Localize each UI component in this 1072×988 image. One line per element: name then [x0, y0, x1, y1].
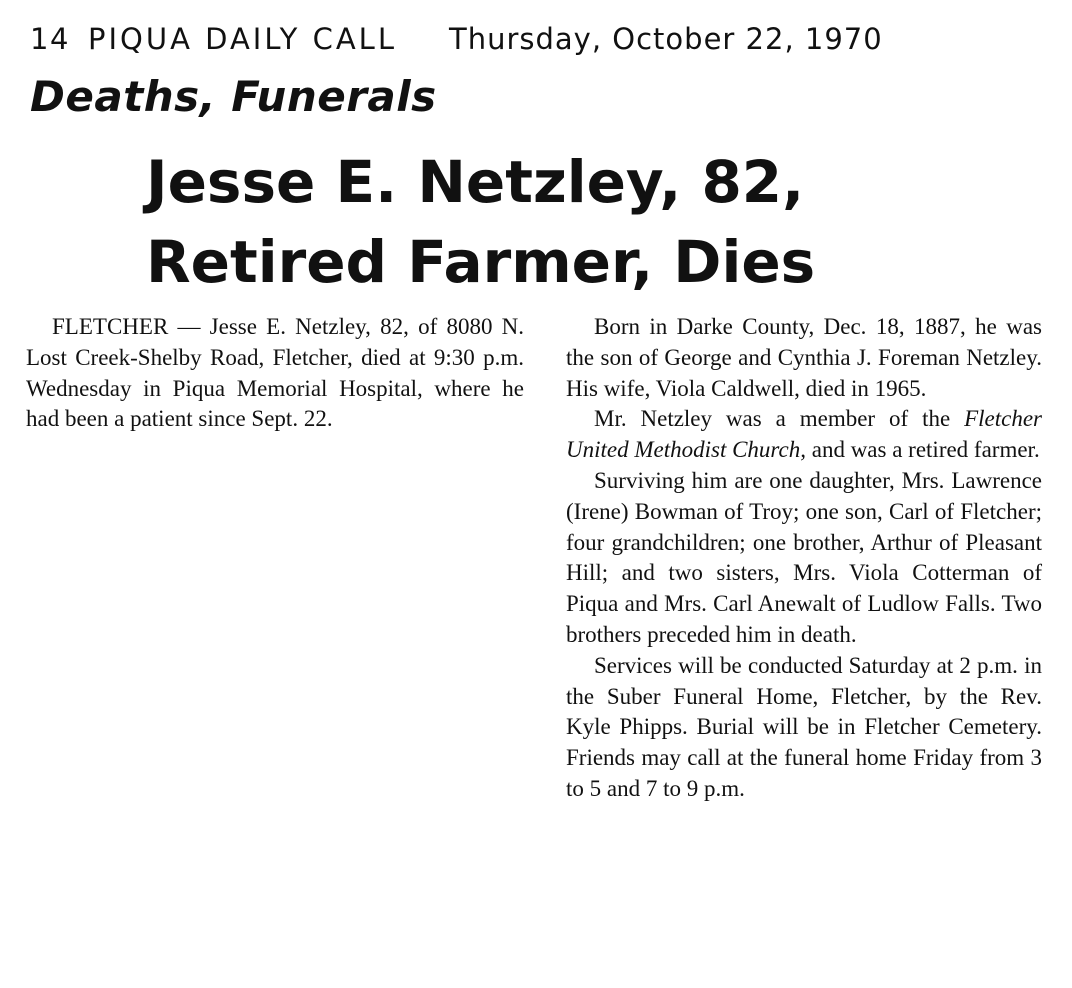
church-name: Fletcher United Methodist Church,	[566, 406, 1042, 463]
headline	[146, 142, 815, 302]
paragraph-text: Mr. Netzley was a member of the	[594, 406, 965, 432]
article-paragraph	[566, 404, 1042, 466]
page-number: 14	[30, 22, 70, 56]
article-paragraph: Services will be conducted Saturday at 2 p.m. in the Suber Funeral Home, Fletcher, by the Rev. Kyle Phipps. Burial will be in Fletcher Cemetery. Friends may call at the funeral home Friday from 3 to 5 and 7 to 9 p.m.	[566, 652, 1042, 801]
article-paragraph: Surviving him are one daughter, Mrs. Lawrence (Irene) Bowman of Troy; one son, Carl of Fletcher; four grandchildren; one brother, Arthur of Pleasant Hill; and two sisters, Mrs. Viola Cotterman of Piqua and Mrs. Carl Anewalt of Ludlow Falls. Two brothers preceded him in death.	[566, 467, 1042, 647]
article-paragraph: FLETCHER — Jesse E. Netzley, 82, of 8080 N. Lost Creek-Shelby Road, Fletcher, died at 9:30 p.m. Wednesday in Piqua Memorial Hospital, where he had been a patient since Sept. 22.	[26, 314, 524, 432]
article-column-right	[566, 312, 1042, 805]
masthead	[30, 22, 883, 56]
issue-date: Thursday, October 22, 1970	[449, 22, 883, 56]
section-title: Deaths, Funerals	[30, 72, 437, 121]
article-column-left	[26, 312, 524, 435]
article-paragraph: Born in Darke County, Dec. 18, 1887, he was the son of George and Cynthia J. Foreman Netzley. His wife, Viola Caldwell, died in 1965.	[566, 314, 1042, 401]
headline-line-2: Retired Farmer, Dies	[146, 228, 816, 296]
newspaper-name: PIQUA DAILY CALL	[88, 22, 397, 56]
headline-line-1: Jesse E. Netzley, 82,	[146, 148, 805, 216]
paragraph-text: and was a retired farmer.	[805, 437, 1040, 463]
